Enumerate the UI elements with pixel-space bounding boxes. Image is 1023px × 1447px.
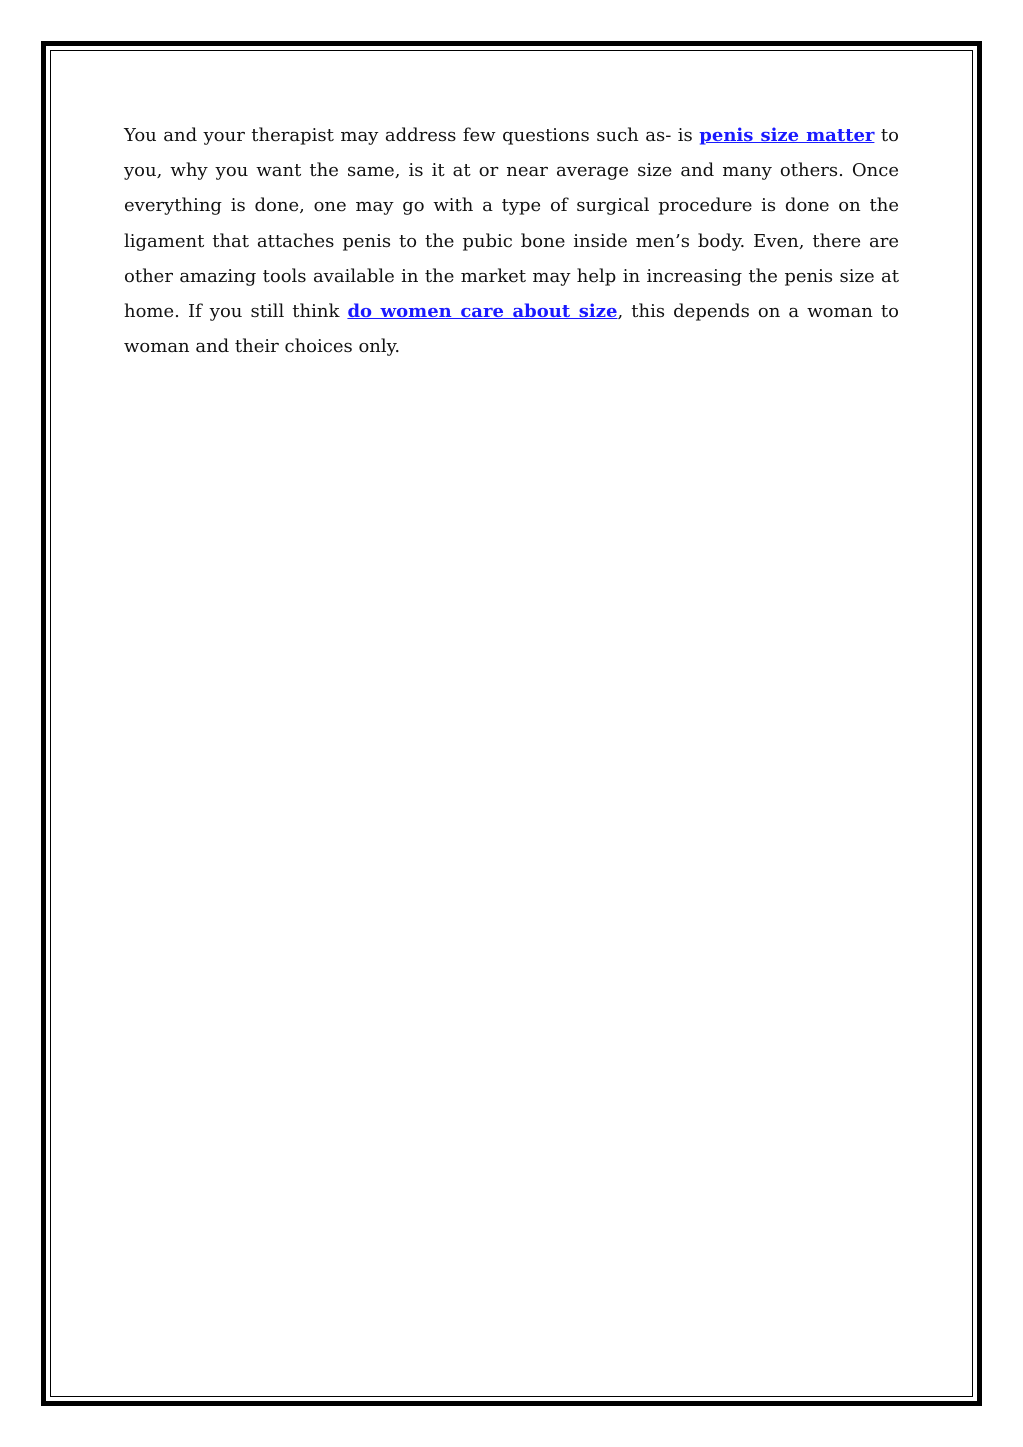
body-paragraph bbox=[124, 118, 899, 364]
paragraph-text-2: to you, why you want the same, is it at or near average size and many others. Once everything is done, one may go with a type of surgical procedure is done on the ligament that attaches penis to the pubic bone inside men’s body. Even, there are other amazing tools available in the market may help in increasing the penis size at home. If you still think bbox=[124, 125, 899, 323]
link-do-women-care-about-size[interactable]: do women care about size bbox=[347, 301, 618, 323]
link-penis-size-matter[interactable]: penis size matter bbox=[699, 125, 875, 146]
paragraph-text-3: , this depends on a woman to woman and their choices only. bbox=[124, 301, 899, 358]
paragraph-text-1: You and your therapist may address few questions such as- is bbox=[124, 125, 700, 146]
